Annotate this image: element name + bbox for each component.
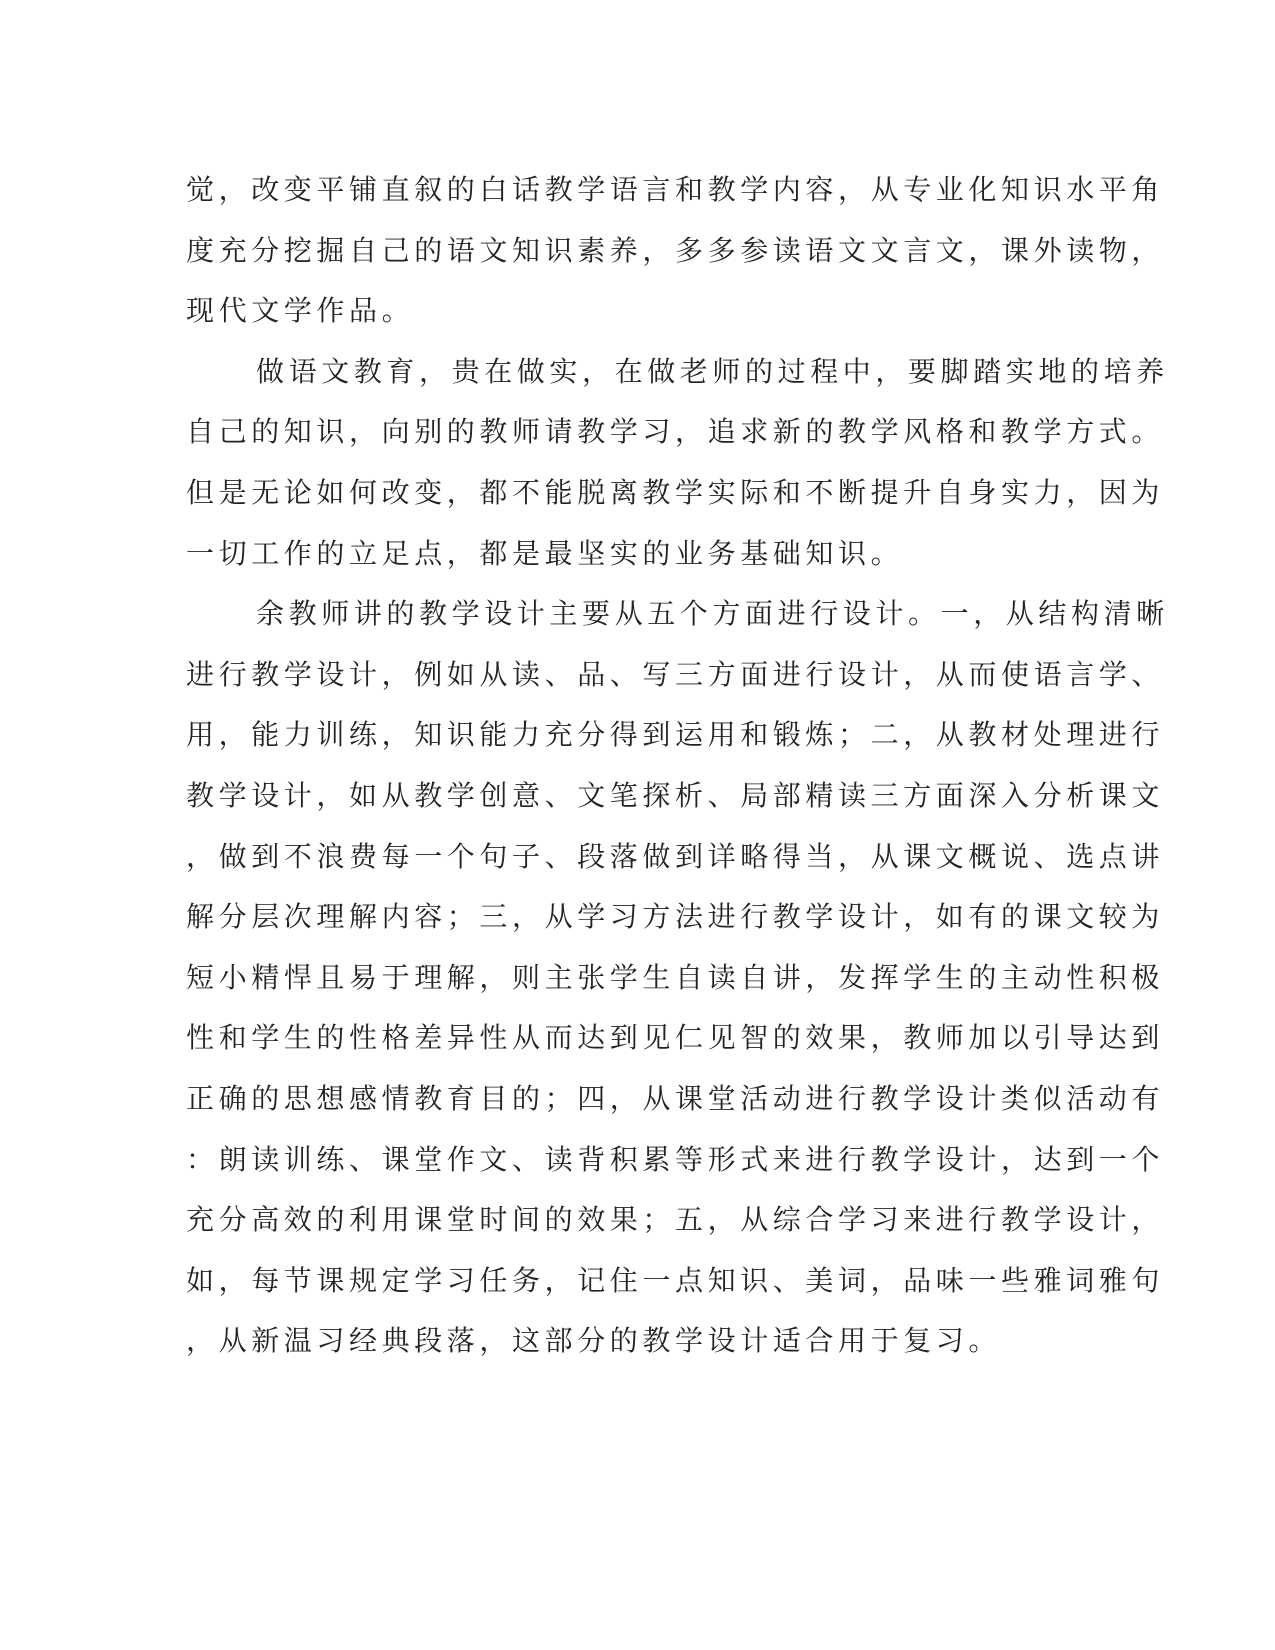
text-line: 性和学生的性格差异性从而达到见仁见智的效果，教师加以引导达到	[186, 1021, 1165, 1055]
text-line: 解分层次理解内容；三，从学习方法进行教学设计，如有的课文较为	[186, 900, 1165, 934]
text-line: 一切工作的立足点，都是最坚实的业务基础知识。	[186, 536, 904, 570]
text-line: ，做到不浪费每一个句子、段落做到详略得当，从课文概说、选点讲	[186, 839, 1165, 873]
paragraph-1	[186, 160, 1165, 342]
text-line: ：朗读训练、课堂作文、读背积累等形式来进行教学设计，达到一个	[186, 1142, 1165, 1176]
text-line: ，从新温习经典段落，这部分的教学设计适合用于复习。	[186, 1324, 1002, 1358]
text-line: 正确的思想感情教育目的；四，从课堂活动进行教学设计类似活动有	[186, 1081, 1165, 1115]
text-line: 度充分挖掘自己的语文知识素养，多多参读语文文言文，课外读物，	[186, 233, 1165, 267]
text-line: 用，能力训练，知识能力充分得到运用和锻炼；二，从教材处理进行	[186, 718, 1165, 752]
body-text	[186, 160, 1169, 1372]
text-line: 现代文学作品。	[186, 294, 415, 328]
text-line: 做语文教育，贵在做实，在做老师的过程中，要脚踏实地的培养	[256, 354, 1169, 388]
paragraph-3	[186, 584, 1169, 1372]
paragraph-2	[186, 342, 1169, 584]
text-line: 但是无论如何改变，都不能脱离教学实际和不断提升自身实力，因为	[186, 475, 1165, 509]
text-line: 进行教学设计，例如从读、品、写三方面进行设计，从而使语言学、	[186, 657, 1165, 691]
text-line: 自己的知识，向别的教师请教学习，追求新的教学风格和教学方式。	[186, 415, 1165, 449]
text-line: 短小精悍且易于理解，则主张学生自读自讲，发挥学生的主动性积极	[186, 960, 1165, 994]
text-line: 充分高效的利用课堂时间的效果；五，从综合学习来进行教学设计，	[186, 1203, 1165, 1237]
text-line: 如，每节课规定学习任务，记住一点知识、美词，品味一些雅词雅句	[186, 1263, 1165, 1297]
text-line: 觉，改变平铺直叙的白话教学语言和教学内容，从专业化知识水平角	[186, 173, 1165, 206]
text-line: 教学设计，如从教学创意、文笔探析、局部精读三方面深入分析课文	[186, 778, 1165, 812]
text-line: 余教师讲的教学设计主要从五个方面进行设计。一，从结构清晰	[256, 597, 1169, 631]
